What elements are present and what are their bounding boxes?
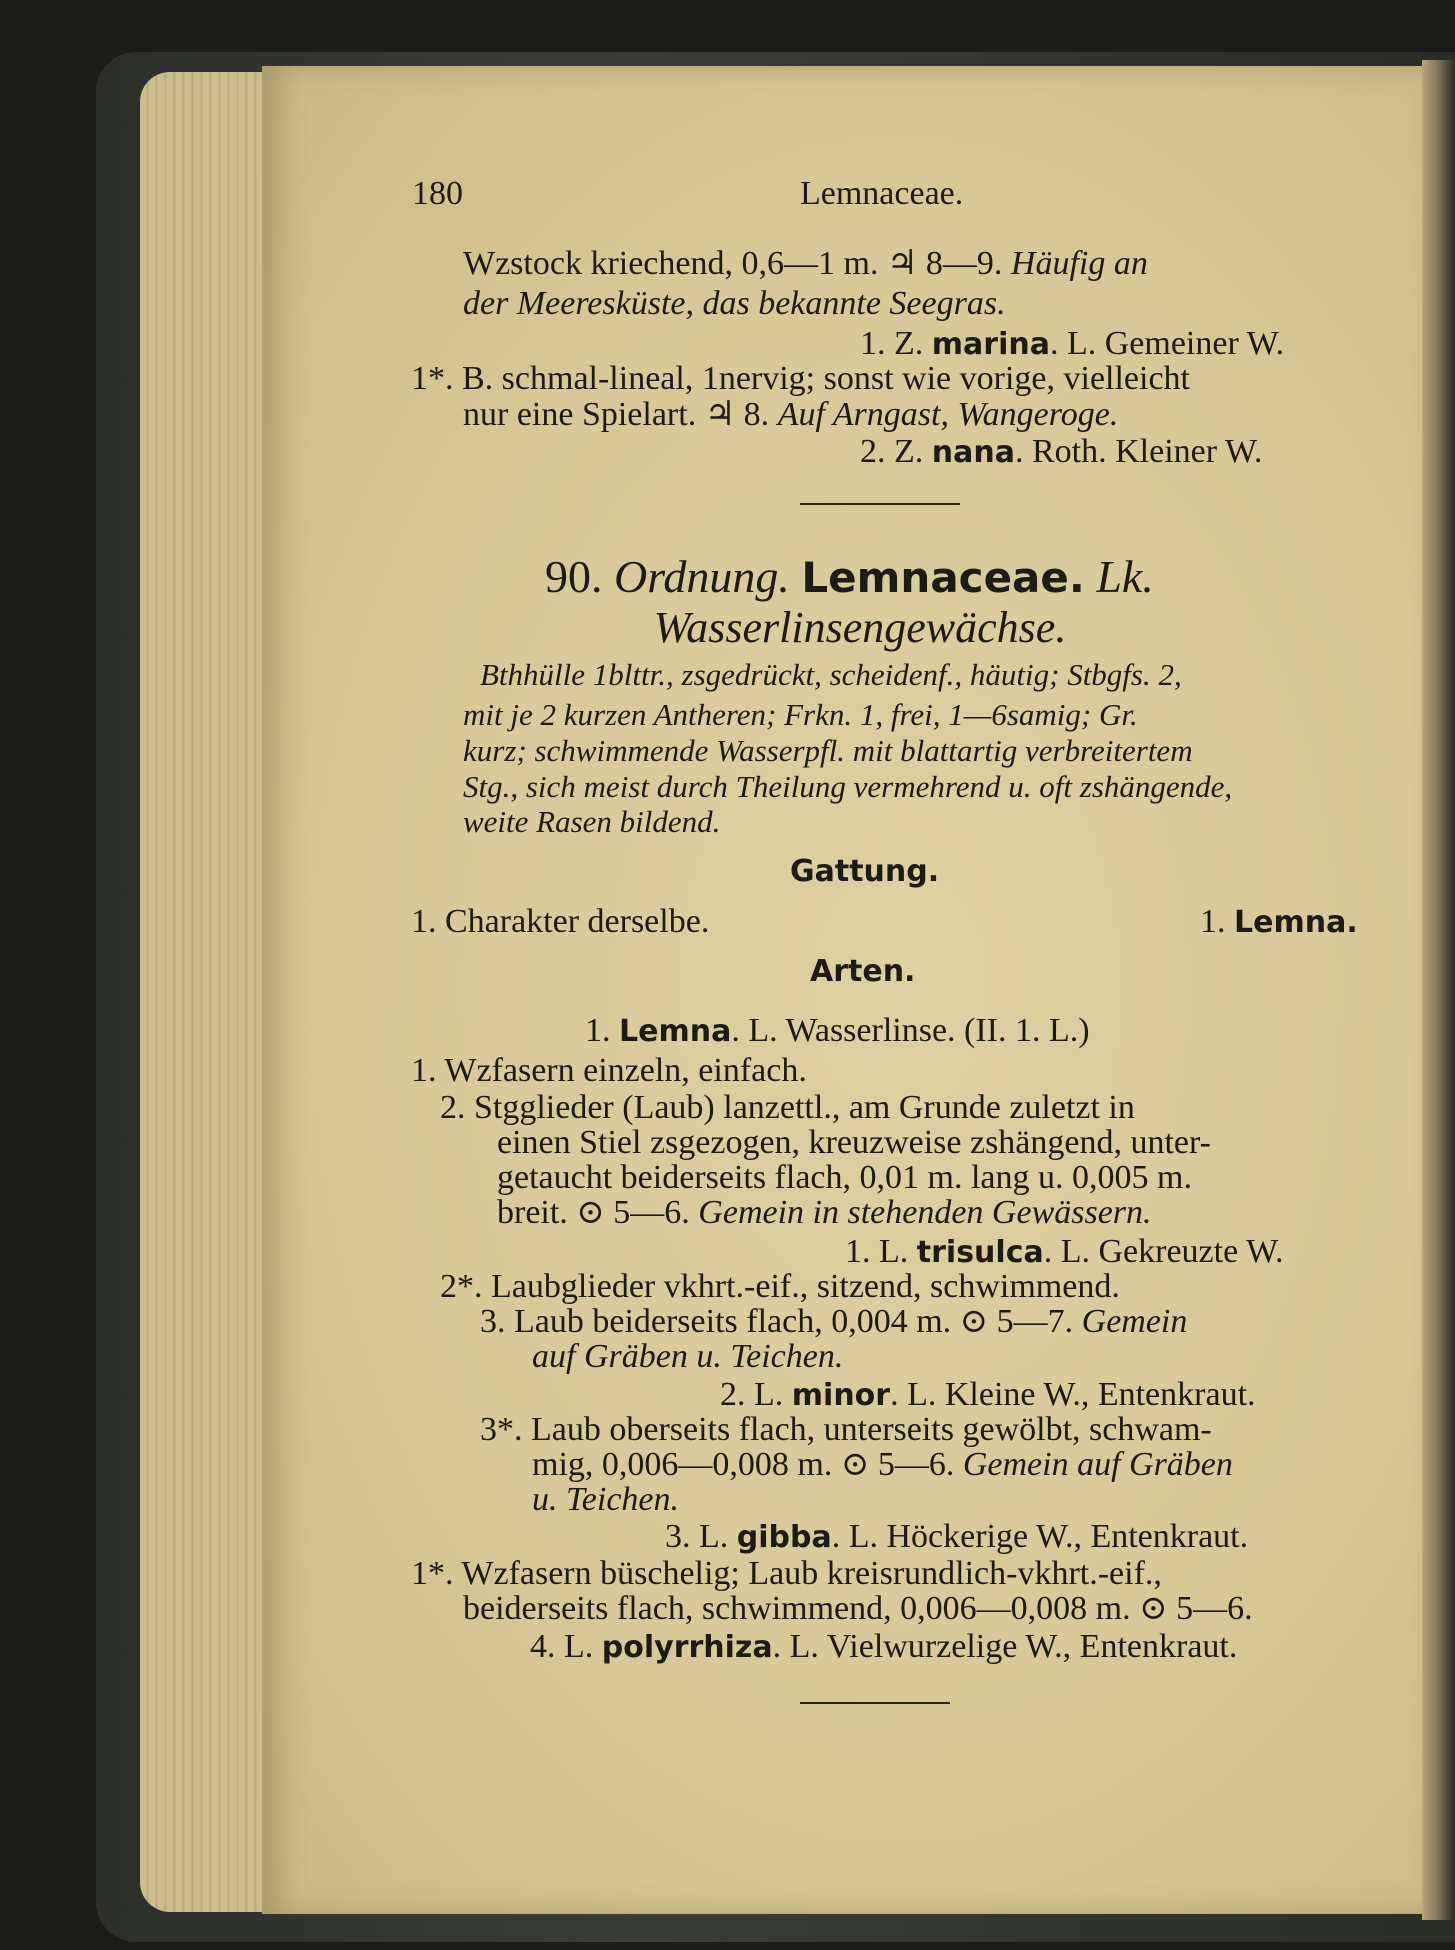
section-heading-gattung: Gattung. <box>790 854 940 889</box>
text-line: Wzstock kriechend, 0,6—1 m. ♃ 8—9. Häufig an <box>463 245 1148 282</box>
order-heading: 90. Ordnung. Lemnaceae. Lk. <box>545 551 1154 602</box>
species-line: 2. Z. nana. Roth. Kleiner W. <box>860 433 1263 470</box>
order-desc-line: mit je 2 kurzen Antheren; Frkn. 1, frei, 1—6samig; Gr. <box>463 697 1138 732</box>
order-desc-line: kurz; schwimmende Wasserpfl. mit blattartig verbreitertem <box>463 733 1193 768</box>
key-line: 1*. B. schmal-lineal, 1nervig; sonst wie vorige, vielleicht <box>411 360 1190 397</box>
text-line: nur eine Spielart. ♃ 8. Auf Arngast, Wangeroge. <box>463 396 1119 433</box>
key-result: 1. Lemna. <box>1200 903 1358 940</box>
key-line: beiderseits flach, schwimmend, 0,006—0,008 m. ⊙ 5—6. <box>463 1590 1253 1627</box>
key-line: 2*. Laubglieder vkhrt.-eif., sitzend, schwimmend. <box>440 1268 1120 1305</box>
key-line: 2. Stgglieder (Laub) lanzettl., am Grunde zuletzt in <box>440 1089 1135 1126</box>
page-gutter <box>1422 60 1455 1920</box>
species-line: 1. L. trisulca. L. Gekreuzte W. <box>845 1233 1284 1270</box>
key-line: mig, 0,006—0,008 m. ⊙ 5—6. Gemein auf Gräben <box>532 1446 1233 1483</box>
key-line: u. Teichen. <box>532 1481 680 1518</box>
order-desc-line: weite Rasen bildend. <box>463 804 721 839</box>
text-line: der Meeresküste, das bekannte Seegras. <box>463 285 1006 322</box>
key-line: 1*. Wzfasern büschelig; Laub kreisrundlich-vkhrt.-eif., <box>411 1555 1162 1592</box>
key-line: auf Gräben u. Teichen. <box>532 1338 844 1375</box>
section-heading-arten: Arten. <box>810 954 916 989</box>
key-line: 1. Wzfasern einzeln, einfach. <box>411 1052 807 1089</box>
order-desc-line: Bthhülle 1blttr., zsgedrückt, scheidenf., häutig; Stbgfs. 2, <box>480 657 1182 692</box>
divider <box>800 1702 950 1704</box>
species-line: 1. Z. marina. L. Gemeiner W. <box>860 325 1285 362</box>
key-line: getaucht beiderseits flach, 0,01 m. lang u. 0,005 m. <box>497 1159 1192 1196</box>
running-title: Lemnaceae. <box>800 175 964 212</box>
order-german-name: Wasserlinsengewächse. <box>653 603 1067 652</box>
key-line: einen Stiel zsgezogen, kreuzweise zshängend, unter- <box>497 1124 1211 1161</box>
key-line: 3. Laub beiderseits flach, 0,004 m. ⊙ 5—7. Gemein <box>480 1303 1188 1340</box>
order-desc-line: Stg., sich meist durch Theilung vermehrend u. oft zshängende, <box>463 769 1233 804</box>
species-line: 3. L. gibba. L. Höckerige W., Entenkraut. <box>665 1518 1249 1555</box>
key-line: breit. ⊙ 5—6. Gemein in stehenden Gewässern. <box>497 1194 1152 1231</box>
genus-heading: 1. Lemna. L. Wasserlinse. (II. 1. L.) <box>585 1012 1090 1049</box>
species-line: 4. L. polyrrhiza. L. Vielwurzelige W., Entenkraut. <box>530 1628 1238 1665</box>
page-number: 180 <box>412 175 463 212</box>
key-line: 1. Charakter derselbe. <box>411 903 710 940</box>
key-line: 3*. Laub oberseits flach, unterseits gewölbt, schwam- <box>480 1411 1212 1448</box>
species-line: 2. L. minor. L. Kleine W., Entenkraut. <box>720 1376 1256 1413</box>
divider <box>800 503 960 505</box>
